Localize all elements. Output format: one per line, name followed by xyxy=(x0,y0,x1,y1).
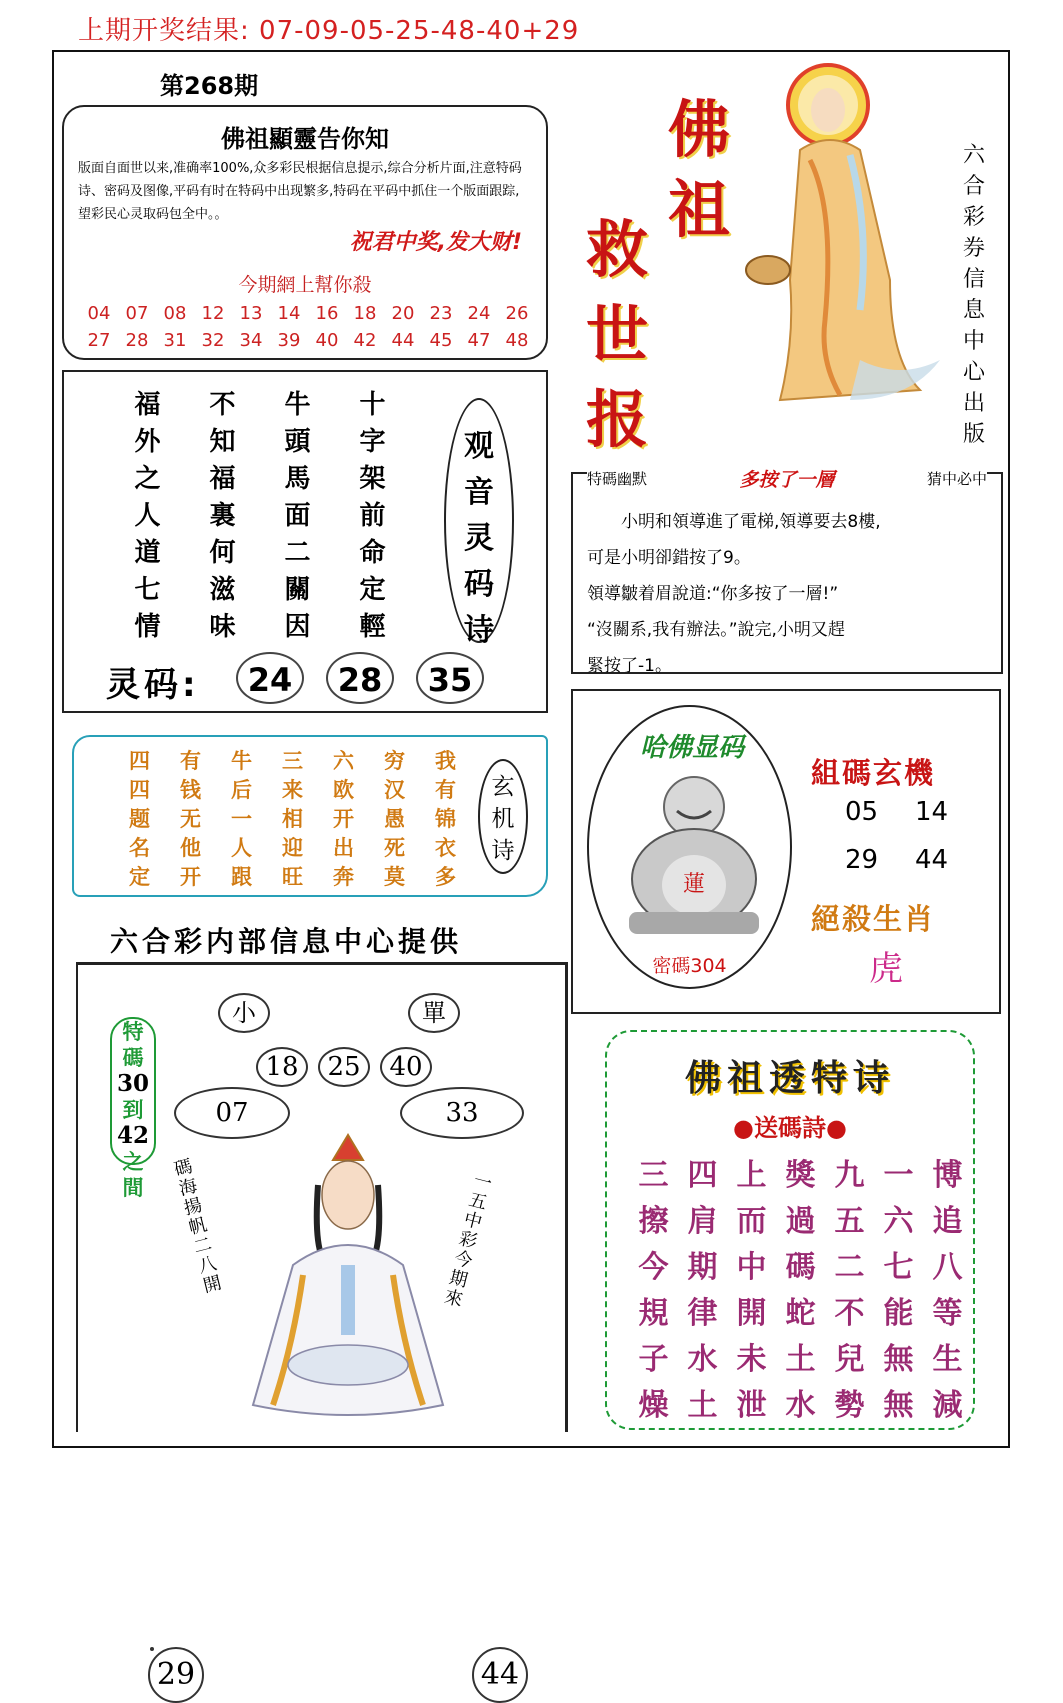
poem2-char: 過 xyxy=(785,1204,816,1239)
seated-guanyin-image xyxy=(233,1115,463,1425)
poem2-char: 泄 xyxy=(736,1388,767,1423)
poem-char: 知 xyxy=(209,427,236,457)
poem2-char: 一 xyxy=(883,1158,914,1193)
xuanji-char: 迎 xyxy=(282,836,303,860)
masthead-char: 报 xyxy=(586,383,649,456)
xuanji-char: 人 xyxy=(231,836,252,860)
poem2-char: 未 xyxy=(736,1342,767,1377)
masthead-char: 祖 xyxy=(668,173,731,246)
poem2-char: 上 xyxy=(736,1158,767,1193)
special-poem-title: 佛祖透特诗 xyxy=(684,1058,895,1099)
tema-line: 碼 xyxy=(122,1046,144,1070)
poem2-char: 兒 xyxy=(834,1342,865,1377)
poem2-char: 獎 xyxy=(785,1158,816,1193)
poem2-char: 而 xyxy=(736,1204,767,1239)
xuanji-poem-box xyxy=(72,735,548,897)
xuanji-char: 六 xyxy=(333,749,354,773)
combo-number: 14 xyxy=(915,797,949,827)
poem2-char: 無 xyxy=(883,1388,914,1423)
poem-char: 味 xyxy=(209,612,236,642)
notice-title: 佛祖顯靈告你知 xyxy=(221,125,389,153)
laughing-buddha-image xyxy=(619,767,769,937)
masthead-char: 救 xyxy=(586,213,649,286)
number-cell: 23 xyxy=(429,303,453,324)
lingma-number: 35 xyxy=(416,652,484,704)
tema-line: 30 xyxy=(116,1070,149,1097)
poem-char: 字 xyxy=(359,427,386,457)
number-cell: 31 xyxy=(163,330,187,351)
poem2-char: 蛇 xyxy=(785,1296,816,1331)
poem-char: 關 xyxy=(284,575,311,605)
poem-char: 福 xyxy=(134,390,161,420)
poem-char: 命 xyxy=(359,538,386,568)
number-cell: 40 xyxy=(315,330,339,351)
combo-title: 組碼玄機 xyxy=(811,756,936,790)
poem-char: 道 xyxy=(134,538,161,568)
number-cell: 34 xyxy=(239,330,263,351)
tema-line: 特 xyxy=(122,1020,144,1044)
last-result xyxy=(78,10,579,47)
poem2-char: 期 xyxy=(687,1250,718,1285)
issue-number: 第268期 xyxy=(160,72,259,100)
joke-title: 多按了一層 xyxy=(739,469,835,491)
kill-zodiac-value: 虎 xyxy=(869,949,903,989)
xuanji-char: 四 xyxy=(129,778,150,802)
guanyin-poem-box xyxy=(62,370,548,713)
poem2-char: 肩 xyxy=(687,1204,718,1239)
poem-char: 因 xyxy=(284,612,311,642)
xuanji-char: 他 xyxy=(180,836,201,860)
number-cell: 44 xyxy=(391,330,415,351)
number-cell: 20 xyxy=(391,303,415,324)
poem2-char: 今 xyxy=(638,1250,669,1285)
poem2-char: 減 xyxy=(932,1388,963,1423)
joke-header xyxy=(587,465,987,492)
poem2-char: 八 xyxy=(932,1250,963,1285)
provider-banner: 六合彩内部信息中心提供 xyxy=(110,925,463,958)
lingma-number: 24 xyxy=(236,652,304,704)
xuanji-char: 欧 xyxy=(333,778,354,802)
single-label: 單 xyxy=(408,993,460,1033)
poem-char: 之 xyxy=(134,464,161,494)
notice-slogan: 祝君中奖,发大财! xyxy=(349,230,522,255)
xuanji-char: 旺 xyxy=(282,865,303,889)
poem2-char: 能 xyxy=(883,1296,914,1331)
poem2-char: 中 xyxy=(736,1250,767,1285)
last-result-label: 上期开奖结果: xyxy=(78,16,250,46)
number-cell: 18 xyxy=(353,303,377,324)
kill-number-grid xyxy=(80,303,536,351)
tema-range-label xyxy=(110,1017,156,1200)
xuanji-char: 奔 xyxy=(333,865,354,889)
number-cell: 27 xyxy=(87,330,111,351)
xuanji-char: 死 xyxy=(384,836,405,860)
number-cell: 04 xyxy=(87,303,111,324)
poem2-char: 生 xyxy=(932,1342,963,1377)
poem-char: 輕 xyxy=(359,612,386,642)
tema-line: 42 xyxy=(116,1122,149,1149)
xuanji-char: 牛 xyxy=(231,749,252,773)
xuanji-char: 有 xyxy=(180,749,201,773)
xuanji-char: 出 xyxy=(333,836,354,860)
joke-right-label: 猜中必中 xyxy=(926,470,987,488)
xuanji-char: 名 xyxy=(129,836,150,860)
special-poem-subtitle: ●送碼詩● xyxy=(733,1114,847,1142)
poem-char: 定 xyxy=(359,575,386,605)
poem2-char: 規 xyxy=(638,1296,669,1331)
kill-zodiac-title: 絕殺生肖 xyxy=(811,902,936,936)
poem-char: 十 xyxy=(359,390,386,420)
poem-char: 福 xyxy=(209,464,236,494)
poem2-char: 二 xyxy=(834,1250,865,1285)
xuanji-char: 无 xyxy=(180,807,201,831)
small-label: 小 xyxy=(218,993,270,1033)
notice-text: 版面自面世以来,准确率100%,众多彩民根据信息提示,综合分析片面,注意特码诗、密码及图像,平码有时在特码中出现繁多,特码在平码中抓住一个版面跟踪,望彩民心灵取码包全中。。 xyxy=(78,161,522,222)
special-poem-box xyxy=(605,1030,975,1430)
poem-char: 裏 xyxy=(209,501,236,531)
lingma-label: 灵码: xyxy=(106,665,200,705)
left-oval-number: 07 xyxy=(174,1087,290,1139)
number-cell: 48 xyxy=(505,330,529,351)
xuanji-char: 后 xyxy=(231,778,252,802)
poem2-char: 博 xyxy=(932,1158,963,1193)
poem2-char: 勢 xyxy=(834,1388,865,1423)
xuanji-char: 开 xyxy=(180,865,201,889)
xuanji-char: 我 xyxy=(435,749,456,773)
joke-body xyxy=(587,504,991,684)
bottom-left-number xyxy=(150,1647,154,1651)
poem2-char: 土 xyxy=(687,1388,718,1423)
poem-title-oval xyxy=(444,398,514,648)
xuanji-char: 愚 xyxy=(384,807,405,831)
poem2-char: 律 xyxy=(687,1296,718,1331)
poem-char: 外 xyxy=(134,427,161,457)
xuanji-char: 定 xyxy=(129,865,150,889)
number-cell: 45 xyxy=(429,330,453,351)
number-cell: 28 xyxy=(125,330,149,351)
number-cell: 07 xyxy=(125,303,149,324)
poem-char: 馬 xyxy=(284,464,311,494)
notice-subtitle: 今期網上幫你殺 xyxy=(238,274,372,296)
poem2-char: 子 xyxy=(638,1342,669,1377)
number-cell: 13 xyxy=(239,303,263,324)
buddha-seal-text: 蓮 xyxy=(682,872,706,897)
joke-line: 可是小明卻錯按了9。 xyxy=(587,548,751,568)
poem2-char: 不 xyxy=(834,1296,865,1331)
poem2-char: 追 xyxy=(932,1204,963,1239)
xuanji-char: 来 xyxy=(282,778,303,802)
poem2-char: 無 xyxy=(883,1342,914,1377)
xuanji-char: 三 xyxy=(282,749,303,773)
xuanji-char: 相 xyxy=(282,807,303,831)
poem2-char: 七 xyxy=(883,1250,914,1285)
laughing-buddha-box xyxy=(571,689,1001,1014)
bottom-right-number-circle: 44 xyxy=(472,1647,528,1703)
top-number: 18 xyxy=(256,1047,308,1087)
poem2-char: 六 xyxy=(883,1204,914,1239)
combo-number: 44 xyxy=(915,845,949,875)
number-cell: 16 xyxy=(315,303,339,324)
number-cell: 12 xyxy=(201,303,225,324)
top-number: 40 xyxy=(380,1047,432,1087)
buddha-secret-code: 密碼304 xyxy=(652,955,727,977)
joke-box xyxy=(571,469,1003,676)
poem-grid xyxy=(110,384,410,643)
xuanji-char: 莫 xyxy=(384,865,405,889)
publisher-vertical-text: 六合彩券信息中心出版 xyxy=(962,143,985,447)
notice-box xyxy=(62,105,548,360)
xuanji-char: 衣 xyxy=(435,836,456,860)
poem2-char: 五 xyxy=(834,1204,865,1239)
poem2-char: 土 xyxy=(785,1342,816,1377)
poem2-char: 等 xyxy=(932,1296,963,1331)
special-poem-grid xyxy=(629,1150,972,1426)
xuanji-char: 钱 xyxy=(180,778,201,802)
xuanji-char: 有 xyxy=(435,778,456,802)
joke-line: 領導皺着眉說道:“你多按了一層!” xyxy=(587,584,839,604)
buddha-title: 哈佛显码 xyxy=(639,733,744,763)
poem-char: 情 xyxy=(134,612,161,642)
poem-char: 架 xyxy=(359,464,386,494)
bottom-left-number-circle: 29 xyxy=(148,1647,204,1703)
poem-char: 何 xyxy=(209,538,236,568)
xuanji-char: 汉 xyxy=(384,778,405,802)
xuanji-char: 四 xyxy=(129,749,150,773)
buddha-oval xyxy=(587,705,792,989)
number-cell: 24 xyxy=(467,303,491,324)
left-diagonal-poem: 碼海揚帆二八開 xyxy=(172,1155,224,1298)
lingma-number: 28 xyxy=(326,652,394,704)
top-number: 25 xyxy=(318,1047,370,1087)
tema-line: 到 xyxy=(122,1098,144,1122)
poem-char: 不 xyxy=(209,390,236,420)
joke-line: 小明和領導進了電梯,領導要去8樓, xyxy=(621,512,881,532)
number-cell: 42 xyxy=(353,330,377,351)
poem2-char: 燥 xyxy=(638,1388,669,1423)
number-cell: 14 xyxy=(277,303,301,324)
number-cell: 08 xyxy=(163,303,187,324)
standing-guanyin-image xyxy=(740,60,950,410)
poem-char: 牛 xyxy=(284,390,311,420)
poem-char: 七 xyxy=(134,575,161,605)
poem2-char: 開 xyxy=(736,1296,767,1331)
xuanji-grid xyxy=(114,745,471,890)
poem2-char: 九 xyxy=(834,1158,865,1193)
poem-char: 滋 xyxy=(209,575,236,605)
combo-number: 05 xyxy=(845,797,879,827)
masthead-char: 世 xyxy=(586,298,649,371)
poem2-char: 三 xyxy=(638,1158,669,1193)
number-cell: 32 xyxy=(201,330,225,351)
number-cell: 47 xyxy=(467,330,491,351)
joke-line: “沒關系,我有辦法。”說完,小明又趕 xyxy=(587,620,845,640)
xuanji-oval-title: 玄机诗 xyxy=(491,774,515,864)
seated-guanyin-box xyxy=(76,962,568,1692)
tema-line: 間 xyxy=(122,1176,144,1200)
right-diagonal-poem: 一五中彩今期來 xyxy=(442,1169,494,1312)
poem-char: 面 xyxy=(284,501,311,531)
joke-line: 緊按了-1。 xyxy=(587,656,672,676)
xuanji-char: 题 xyxy=(129,807,150,831)
poem-char: 人 xyxy=(134,501,161,531)
poem-char: 頭 xyxy=(284,427,311,457)
combo-number: 29 xyxy=(845,845,879,875)
poem2-char: 水 xyxy=(785,1388,816,1423)
xuanji-char: 穷 xyxy=(384,749,405,773)
poem-char: 前 xyxy=(359,501,386,531)
xuanji-title-oval xyxy=(478,759,528,874)
poem-char: 二 xyxy=(284,538,311,568)
poem2-char: 水 xyxy=(687,1342,718,1377)
poem2-char: 碼 xyxy=(785,1250,816,1285)
xuanji-char: 跟 xyxy=(231,865,252,889)
xuanji-char: 锦 xyxy=(435,807,456,831)
xuanji-char: 多 xyxy=(435,865,456,889)
right-oval-number: 33 xyxy=(400,1087,524,1139)
poem2-char: 擦 xyxy=(638,1204,669,1239)
masthead-char: 佛 xyxy=(668,93,731,166)
number-cell: 26 xyxy=(505,303,529,324)
xuanji-char: 开 xyxy=(333,807,354,831)
poem-oval-title: 观音灵码诗 xyxy=(464,429,494,648)
number-cell: 39 xyxy=(277,330,301,351)
xuanji-char: 一 xyxy=(231,807,252,831)
last-result-value: 07-09-05-25-48-40+29 xyxy=(259,16,580,46)
tema-line: 之 xyxy=(122,1150,144,1174)
joke-left-label: 特碼幽默 xyxy=(587,470,648,488)
poem2-char: 四 xyxy=(687,1158,718,1193)
